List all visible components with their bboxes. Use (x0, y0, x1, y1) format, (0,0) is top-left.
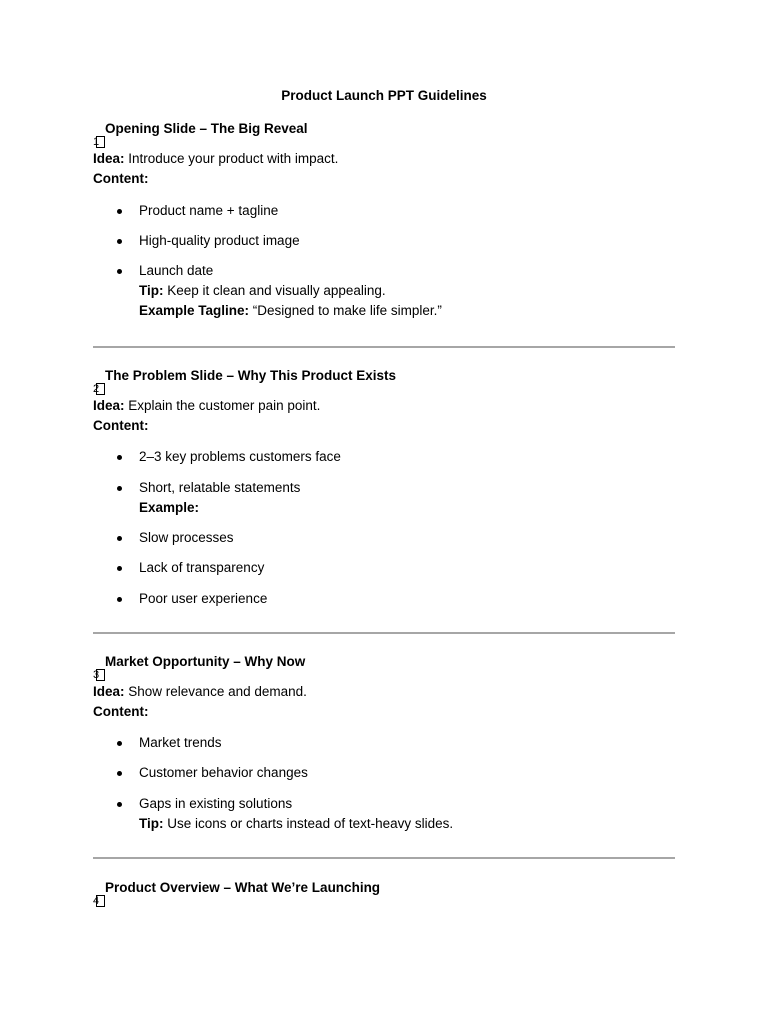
bullet-item (93, 589, 675, 609)
bullet-item (93, 528, 675, 548)
bullet-item (93, 763, 675, 783)
bullet-icon (117, 486, 122, 491)
section-heading: 1 Opening Slide – The Big Reveal (93, 121, 308, 148)
bullet-icon (117, 771, 122, 776)
bullet-text: Short, relatable statements (139, 480, 301, 495)
bullet-icon (117, 536, 122, 541)
section-3-idea (93, 682, 675, 722)
section-2-idea (93, 396, 675, 436)
bullet-item (93, 794, 675, 834)
bullet-text: Slow processes (139, 530, 234, 545)
idea-text: Explain the customer pain point. (124, 398, 321, 413)
tip-label: Tip: (139, 816, 164, 831)
section-2 (93, 367, 675, 395)
section-divider (93, 346, 675, 348)
idea-text: Introduce your product with impact. (124, 151, 339, 166)
bullet-item (93, 733, 675, 753)
bullet-text: Product name + tagline (139, 203, 279, 218)
section-heading: 4 Product Overview – What We’re Launching (93, 880, 381, 907)
bullet-icon (117, 802, 122, 807)
idea-label: Idea: (93, 151, 125, 166)
bullet-text: Lack of transparency (139, 560, 265, 575)
section-heading: 2 The Problem Slide – Why This Product Exists (93, 368, 397, 395)
section-divider (93, 857, 675, 859)
bullet-text: Market trends (139, 735, 222, 750)
section-1-idea (93, 149, 675, 189)
section-divider (93, 632, 675, 634)
content-label: Content: (93, 418, 149, 433)
bullet-text: 2–3 key problems customers face (139, 449, 341, 464)
bullet-item (93, 261, 675, 321)
idea-label: Idea: (93, 684, 125, 699)
bullet-item (93, 478, 675, 518)
bullet-icon (117, 269, 122, 274)
section-title: Opening Slide – The Big Reveal (105, 121, 308, 136)
tip-label: Tip: (139, 283, 164, 298)
example-text: “Designed to make life simpler.” (249, 303, 442, 318)
tip-text: Keep it clean and visually appealing. (163, 283, 386, 298)
bullet-text: High-quality product image (139, 233, 300, 248)
section-1 (93, 120, 675, 148)
example-label: Example Tagline: (139, 303, 250, 318)
bullet-text: Launch date (139, 263, 214, 278)
content-label: Content: (93, 171, 149, 186)
bullet-icon (117, 209, 122, 214)
document-title: Product Launch PPT Guidelines (281, 88, 487, 103)
bullet-icon (117, 741, 122, 746)
section-title: Market Opportunity – Why Now (105, 654, 306, 669)
content-label: Content: (93, 704, 149, 719)
bullet-icon (117, 239, 122, 244)
tip-text: Use icons or charts instead of text-heavy slides. (163, 816, 454, 831)
bullet-item (93, 558, 675, 578)
bullet-icon (117, 455, 122, 460)
idea-label: Idea: (93, 398, 125, 413)
bullet-text: Poor user experience (139, 591, 268, 606)
bullet-text: Gaps in existing solutions (139, 796, 293, 811)
section-title: The Problem Slide – Why This Product Exists (105, 368, 397, 383)
idea-text: Show relevance and demand. (124, 684, 307, 699)
bullet-item (93, 231, 675, 251)
bullet-icon (117, 597, 122, 602)
section-title: Product Overview – What We’re Launching (105, 880, 381, 895)
section-3 (93, 653, 675, 681)
section-heading: 3 Market Opportunity – Why Now (93, 654, 306, 681)
example-label: Example: (139, 500, 200, 515)
bullet-item (93, 201, 675, 221)
bullet-item (93, 447, 675, 467)
bullet-icon (117, 566, 122, 571)
bullet-text: Customer behavior changes (139, 765, 308, 780)
section-4 (93, 879, 675, 907)
